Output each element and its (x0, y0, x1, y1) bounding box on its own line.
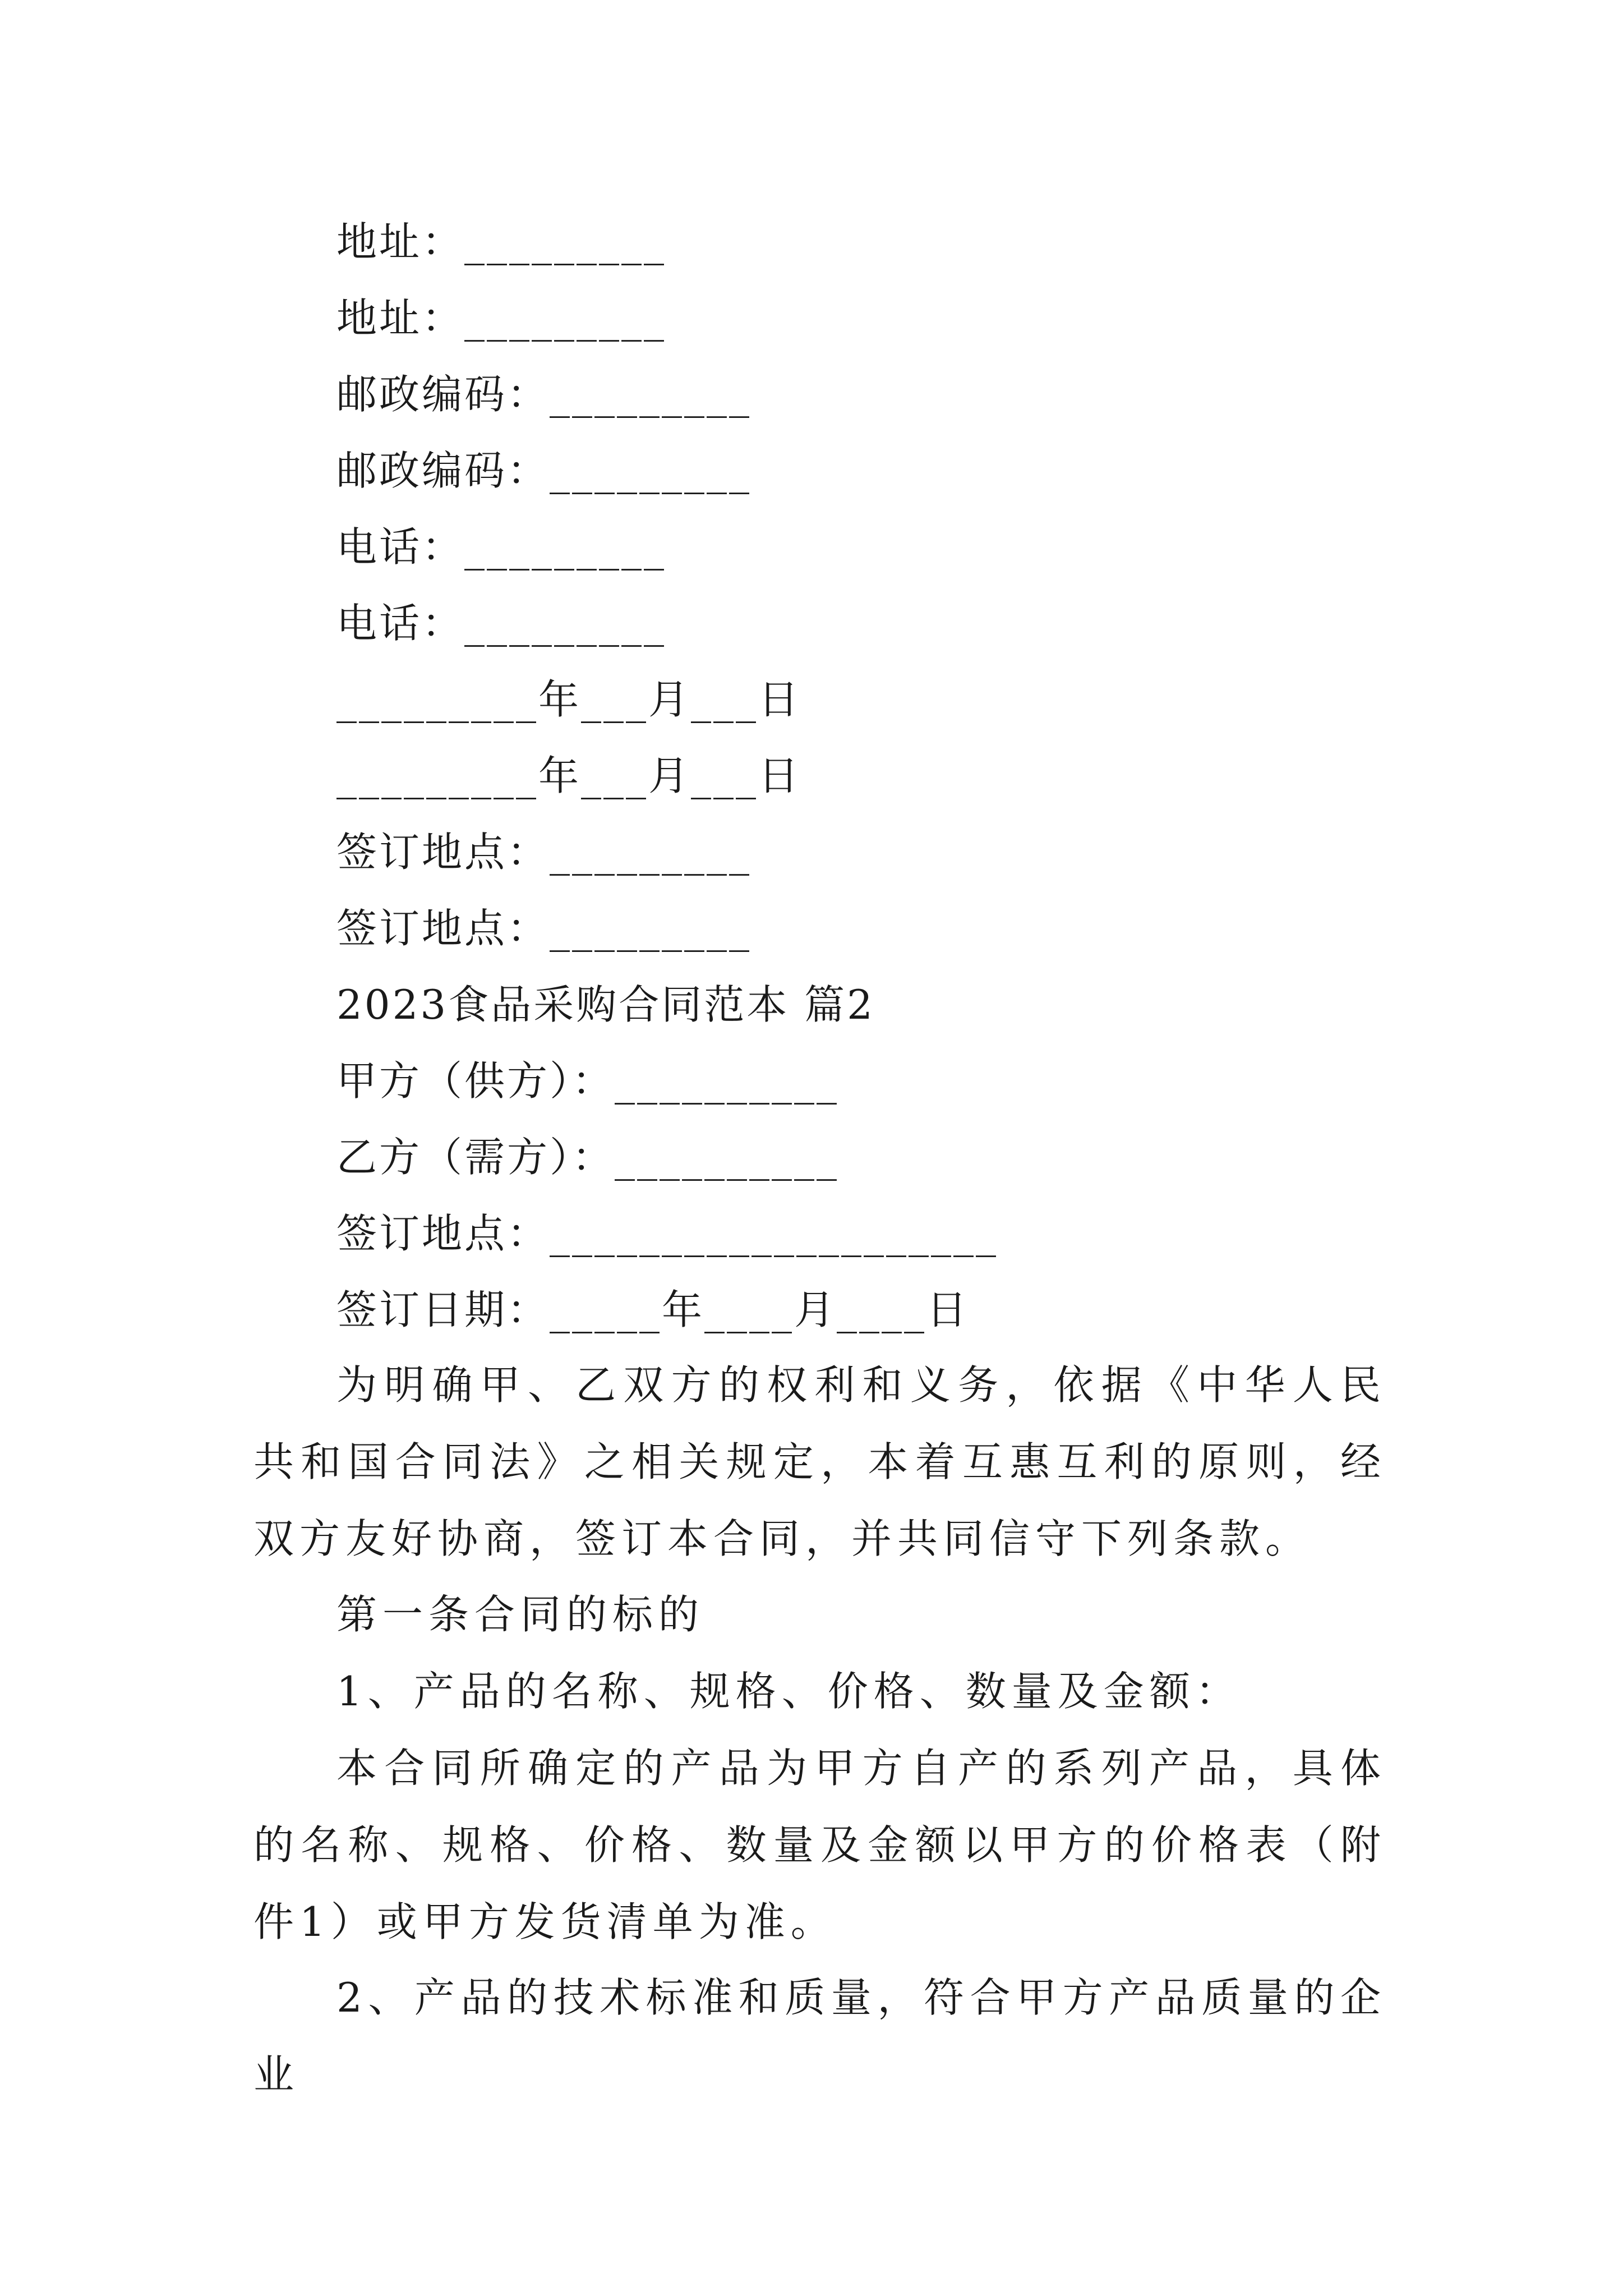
clause-1-body: 本合同所确定的产品为甲方自产的系列产品，具体的名称、规格、价格、数量及金额以甲方的价格表（附件1）或甲方发货清单为准。 (253, 1745, 1386, 1945)
buyer-line: 乙方（需方）：__________ (336, 1134, 840, 1181)
party-a-signing-place: 签订地点：_________ (336, 829, 752, 876)
party-a-phone: 电话：_________ (336, 523, 667, 570)
party-b-date: _________年___月___日 (336, 752, 801, 799)
party-b-postcode: 邮政编码：_________ (336, 447, 752, 494)
party-b-signing-place: 签订地点：_________ (336, 905, 752, 952)
preamble-paragraph: 为明确甲、乙双方的权利和义务，依据《中华人民共和国合同法》之相关规定，本着互惠互利的原则，经双方友好协商，签订本合同，并共同信守下列条款。 (253, 1361, 1386, 1562)
party-b-address: 地址：_________ (336, 295, 667, 342)
supplier-line: 甲方（供方）：__________ (336, 1057, 840, 1105)
article-1-heading: 第一条合同的标的 (336, 1591, 705, 1638)
clause-2-body: 2、产品的技术标准和质量，符合甲方产品质量的企业 (253, 1974, 1386, 2098)
party-a-postcode: 邮政编码：_________ (336, 371, 752, 418)
party-b-phone: 电话：_________ (336, 600, 667, 647)
clause-1-heading: 1、产品的名称、规格、价格、数量及金额： (336, 1668, 1242, 1715)
party-a-address: 地址：_________ (336, 218, 667, 265)
section-title: 2023食品采购合同范本 篇2 (336, 981, 875, 1028)
signing-date-line: 签订日期：_____年____月____日 (336, 1286, 970, 1333)
signing-place-line: 签订地点：____________________ (336, 1210, 999, 1257)
party-a-date: _________年___月___日 (336, 676, 801, 723)
